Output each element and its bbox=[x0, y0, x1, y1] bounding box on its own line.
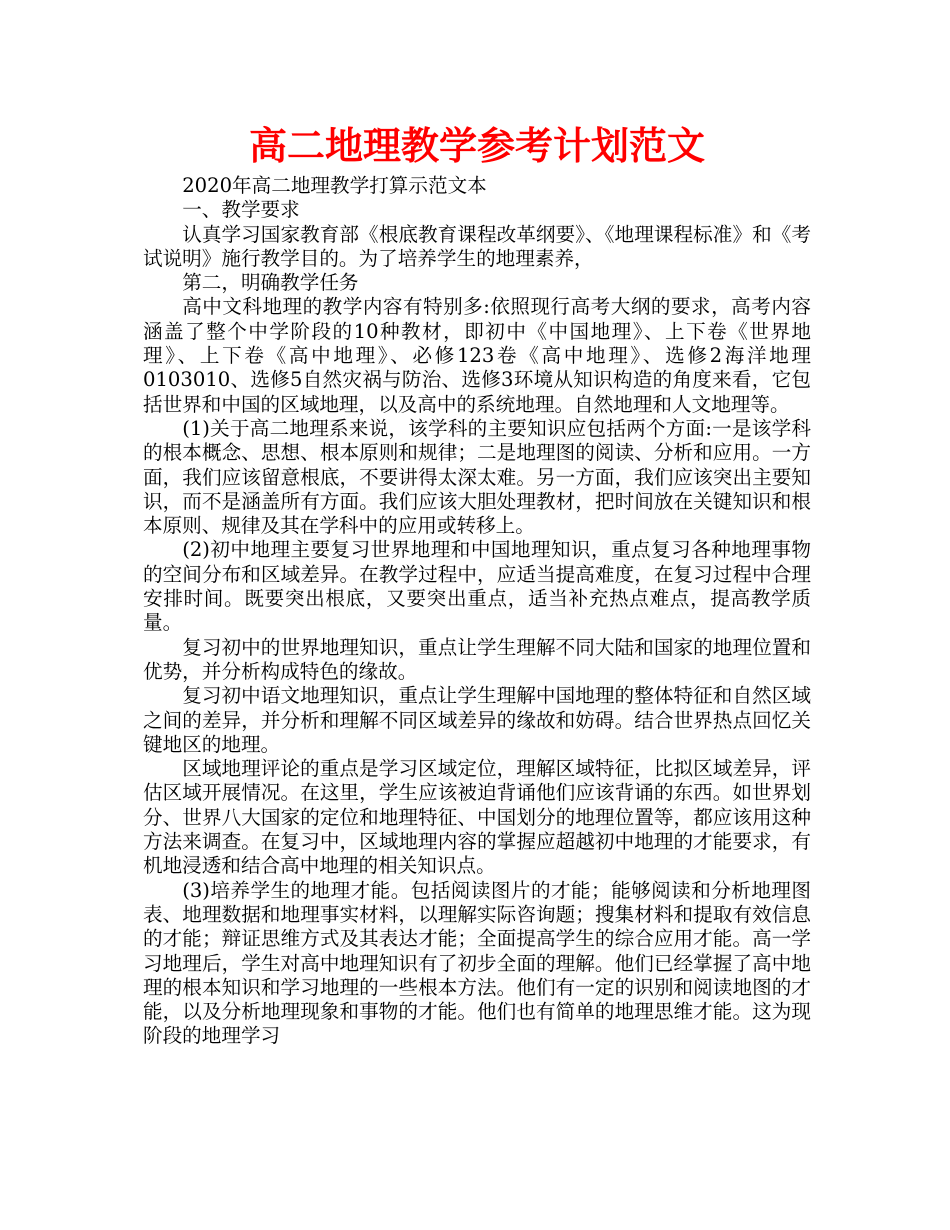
paragraph: (1)关于高二地理系来说，该学科的主要知识应包括两个方面:一是该学科的根本概念、思想、根本原则和规律；二是地理图的阅读、分析和应用。一方面，我们应该留意根底，不要讲得太深太难。另一方面，我们应该突出主要知识，而不是涵盖所有方面。我们应该大胆处理教材，把时间放在关键知识和根本原则、规律及其在学科中的应用或转移上。 bbox=[143, 416, 811, 538]
paragraph: 高中文科地理的教学内容有特别多:依照现行高考大纲的要求，高考内容涵盖了整个中学阶段的10种教材，即初中《中国地理》、上下卷《世界地理》、上下卷《高中地理》、必修123卷《高中地理》、选修2海洋地理0103010、选修5自然灾祸与防治、选修3环境从知识构造的角度来看，它包括世界和中国的区域地理，以及高中的系统地理。自然地理和人文地理等。 bbox=[143, 295, 811, 416]
paragraph: 认真学习国家教育部《根底教育课程改革纲要》、《地理课程标准》和《考试说明》施行教学目的。为了培养学生的地理素养， bbox=[143, 222, 811, 270]
paragraph: (3)培养学生的地理才能。包括阅读图片的才能；能够阅读和分析地理图表、地理数据和地理事实材料，以理解实际咨询题；搜集材料和提取有效信息的才能；辩证思维方式及其表达才能；全面提高学生的综合应用才能。高一学习地理后，学生对高中地理知识有了初步全面的理解。他们已经掌握了高中地理的根本知识和学习地理的一些根本方法。他们有一定的识别和阅读地图的才能，以及分析地理现象和事物的才能。他们也有简单的地理思维才能。这为现阶段的地理学习 bbox=[143, 878, 811, 1048]
paragraph-heading-tasks: 第二，明确教学任务 bbox=[182, 271, 359, 295]
paragraph: (2)初中地理主要复习世界地理和中国地理知识，重点复习各种地理事物的空间分布和区域差异。在教学过程中，应适当提高难度，在复习过程中合理安排时间。既要突出根底，又要突出重点，适当补充热点难点，提高教学质量。 bbox=[143, 538, 811, 635]
paragraph-subtitle: 2020年高二地理教学打算示范文本 bbox=[182, 174, 487, 197]
document-body bbox=[143, 174, 811, 1049]
document-title: 高二地理教学参考计划范文 bbox=[248, 123, 705, 168]
paragraph-heading-requirements: 一、教学要求 bbox=[182, 198, 300, 222]
paragraph: 复习初中语文地理知识，重点让学生理解中国地理的整体特征和自然区域之间的差异，并分析和理解不同区域差异的缘故和妨碍。结合世界热点回忆关键地区的地理。 bbox=[143, 684, 811, 756]
paragraph: 区域地理评论的重点是学习区域定位，理解区域特征，比拟区域差异，评估区域开展情况。在这里，学生应该被迫背诵他们应该背诵的东西。如世界划分、世界八大国家的定位和地理特征、中国划分的地理位置等，都应该用这种方法来调查。在复习中，区域地理内容的掌握应超越初中地理的才能要求，有机地浸透和结合高中地理的相关知识点。 bbox=[143, 757, 811, 878]
paragraph: 复习初中的世界地理知识，重点让学生理解不同大陆和国家的地理位置和优势，并分析构成特色的缘故。 bbox=[143, 635, 811, 683]
document-page bbox=[143, 118, 811, 1049]
